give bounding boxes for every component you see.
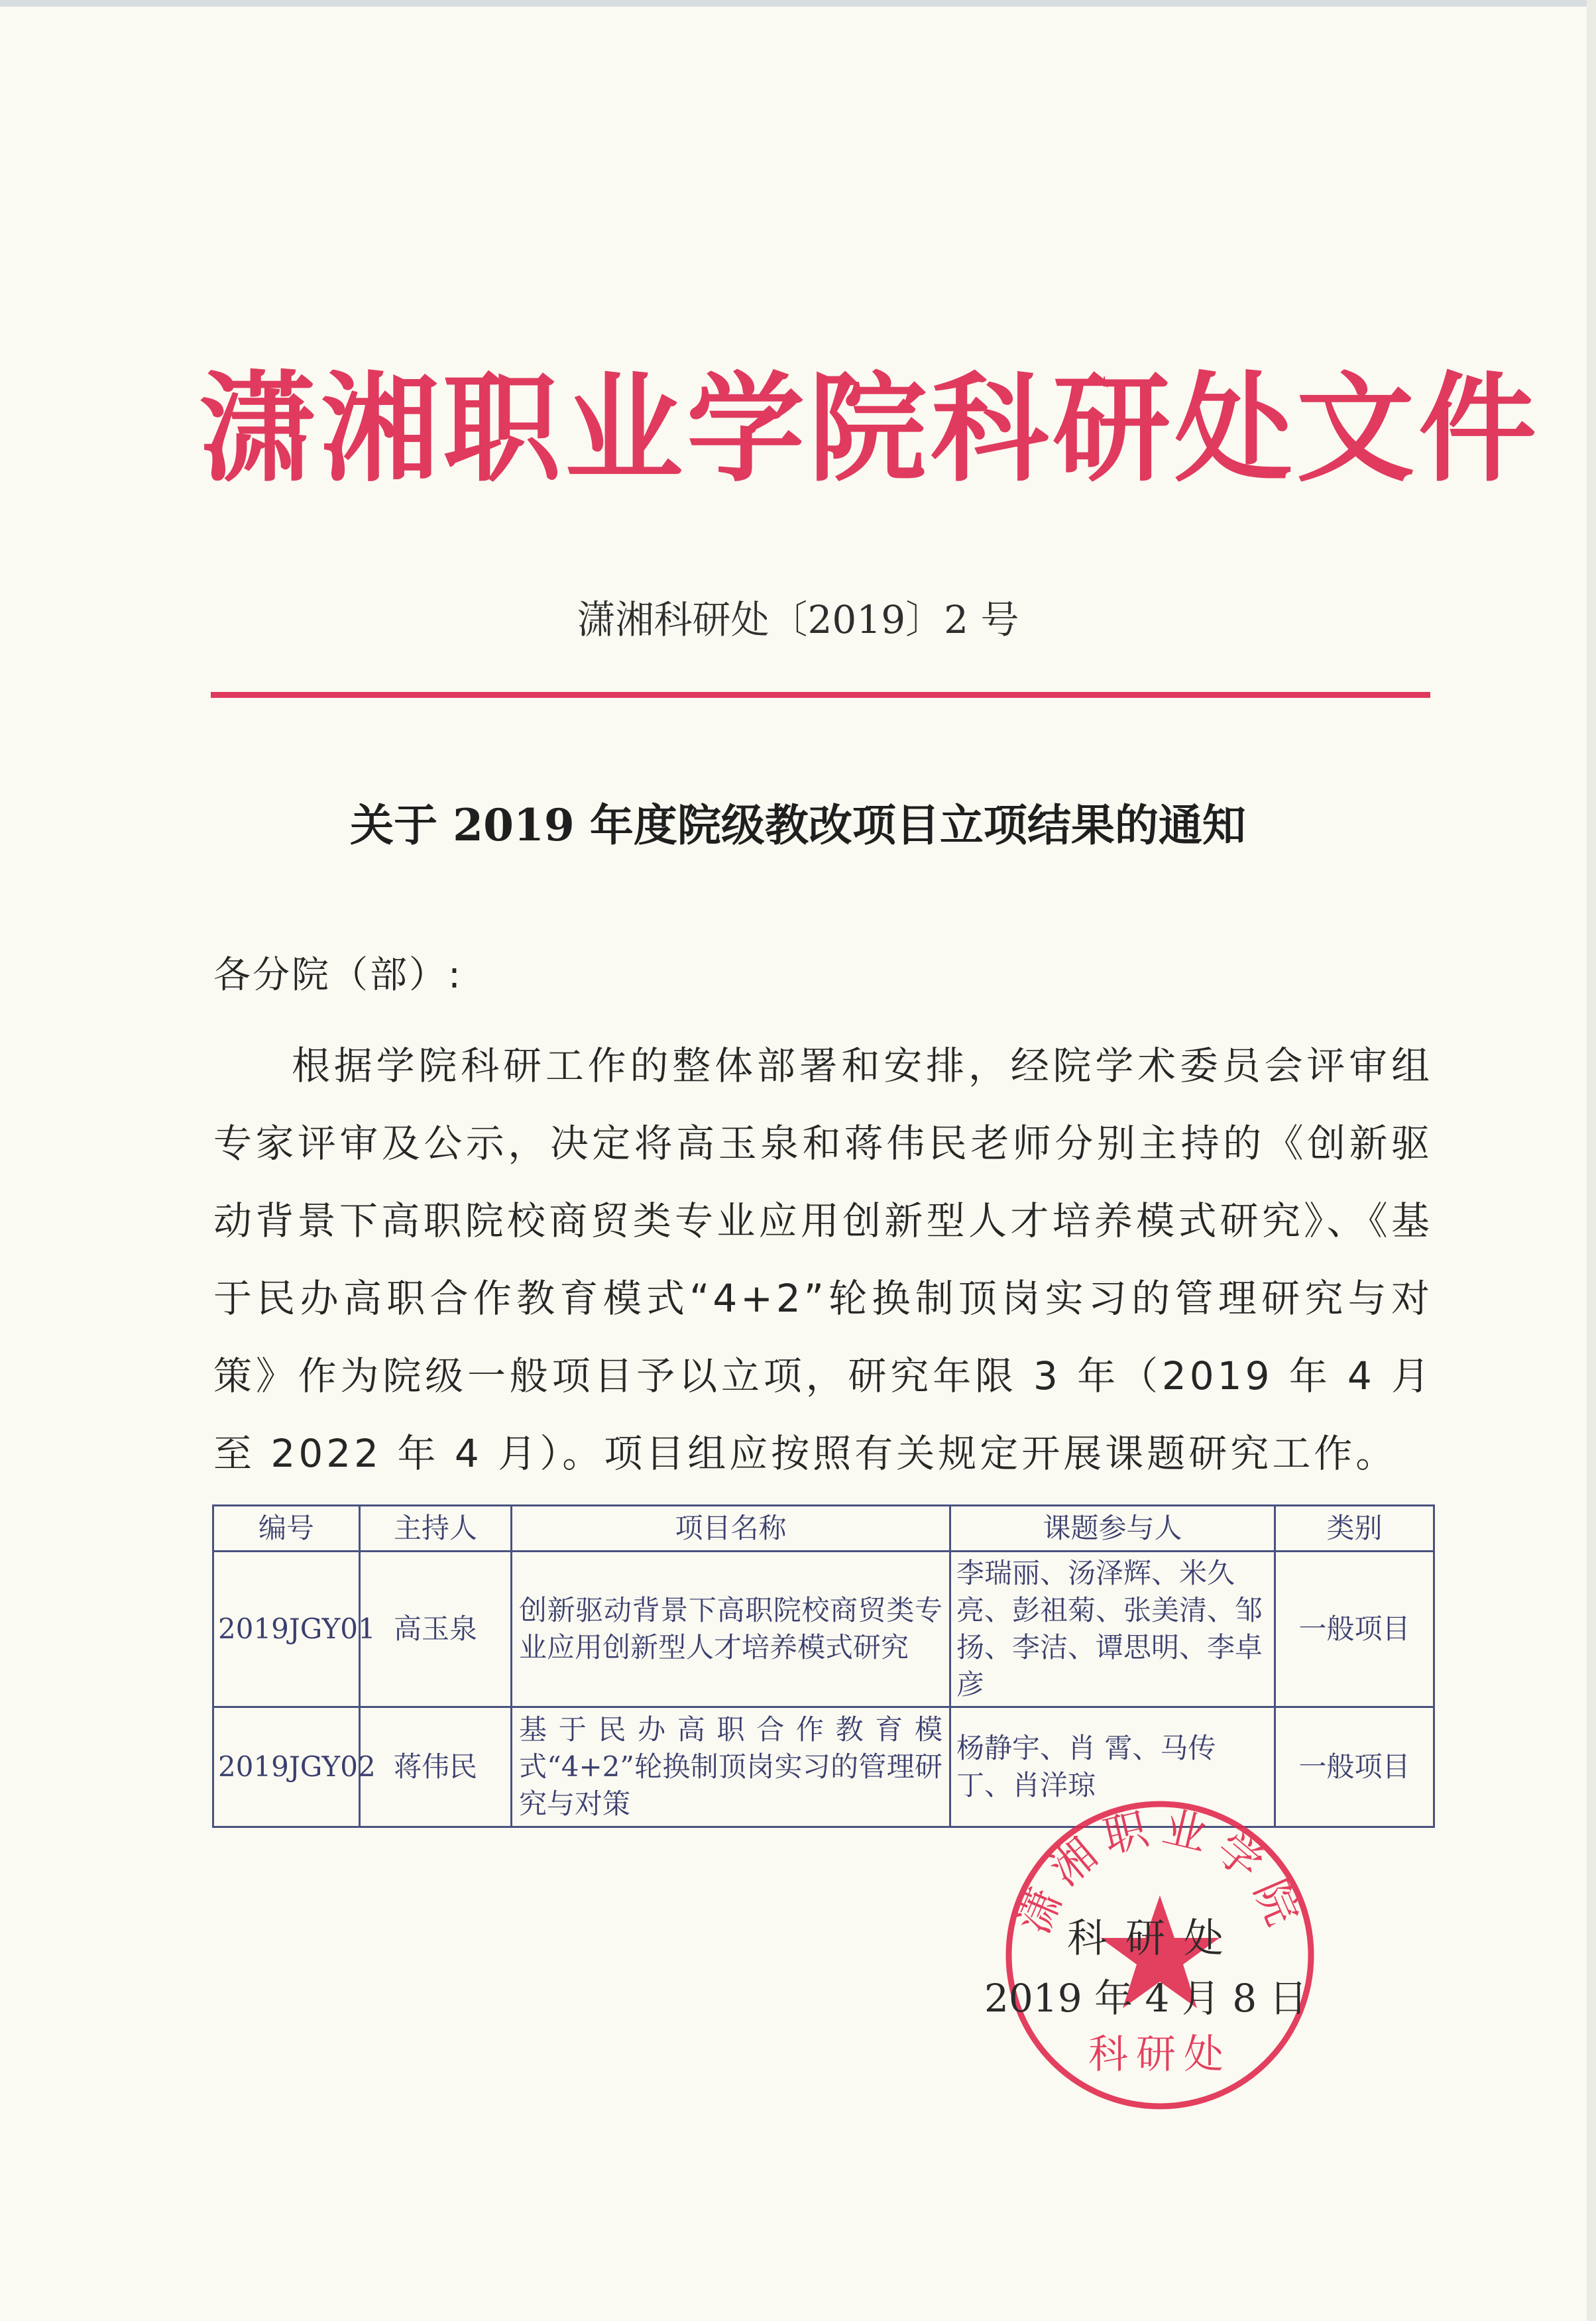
cell-id: 2019JGY02 (213, 1707, 360, 1827)
column-header-id: 编号 (213, 1506, 360, 1552)
seal-arc-text: 潇湘职业学院 (1007, 1801, 1312, 1941)
cell-host: 蒋伟民 (360, 1707, 512, 1827)
header-red-rule (211, 692, 1430, 698)
scan-edge-top (0, 0, 1596, 7)
column-header-host: 主持人 (360, 1506, 512, 1552)
seal-bottom-text: 科研处 (1088, 2031, 1231, 2078)
signature-date: 2019 年 4 月 8 日 (984, 1976, 1308, 2021)
scan-edge-right (1587, 0, 1596, 2321)
cell-id: 2019JGY01 (213, 1552, 360, 1707)
table-header-row (213, 1506, 1434, 1552)
cell-members: 杨静宇、肖 霄、马传丁、肖洋琼 (950, 1707, 1275, 1827)
document-header-title: 潇湘职业学院科研处文件 (199, 361, 1540, 498)
cell-members: 李瑞丽、汤泽辉、米久亮、彭祖菊、张美清、邹扬、李洁、谭思明、李卓彦 (950, 1552, 1275, 1707)
projects-table (212, 1504, 1435, 1828)
cell-project-name: 创新驱动背景下高职院校商贸类专业应用创新型人才培养模式研究 (512, 1552, 950, 1707)
notice-salutation: 各分院（部）: (213, 954, 463, 997)
cell-project-name: 基于民办高职合作教育模式“4+2”轮换制顶岗实习的管理研究与对策 (512, 1707, 950, 1827)
column-header-category: 类别 (1275, 1506, 1434, 1552)
notice-body: 根据学院科研工作的整体部署和安排，经院学术委员会评审组专家评审及公示，决定将高玉泉和蒋伟民老师分别主持的《创新驱动背景下高职院校商贸类专业应用创新型人才培养模式研究》、《基于民办高职合作教育模式“4+2”轮换制顶岗实习的管理研究与对策》作为院级一般项目予以立项，研究年限 3 年（2019 年 4 月至 2022 年 4 月）。项目组应按照有关规定开展课题研究工作。 (213, 1043, 1433, 1476)
column-header-members: 课题参与人 (950, 1506, 1275, 1552)
cell-category: 一般项目 (1275, 1707, 1434, 1827)
cell-host: 高玉泉 (360, 1552, 512, 1707)
table-row (213, 1552, 1434, 1707)
cell-category: 一般项目 (1275, 1552, 1434, 1707)
document-number: 潇湘科研处〔2019〕2 号 (577, 597, 1019, 642)
column-header-name: 项目名称 (512, 1506, 950, 1552)
notice-title: 关于 2019 年度院级教改项目立项结果的通知 (350, 799, 1246, 851)
signature-office: 科研处 (1067, 1915, 1242, 1962)
